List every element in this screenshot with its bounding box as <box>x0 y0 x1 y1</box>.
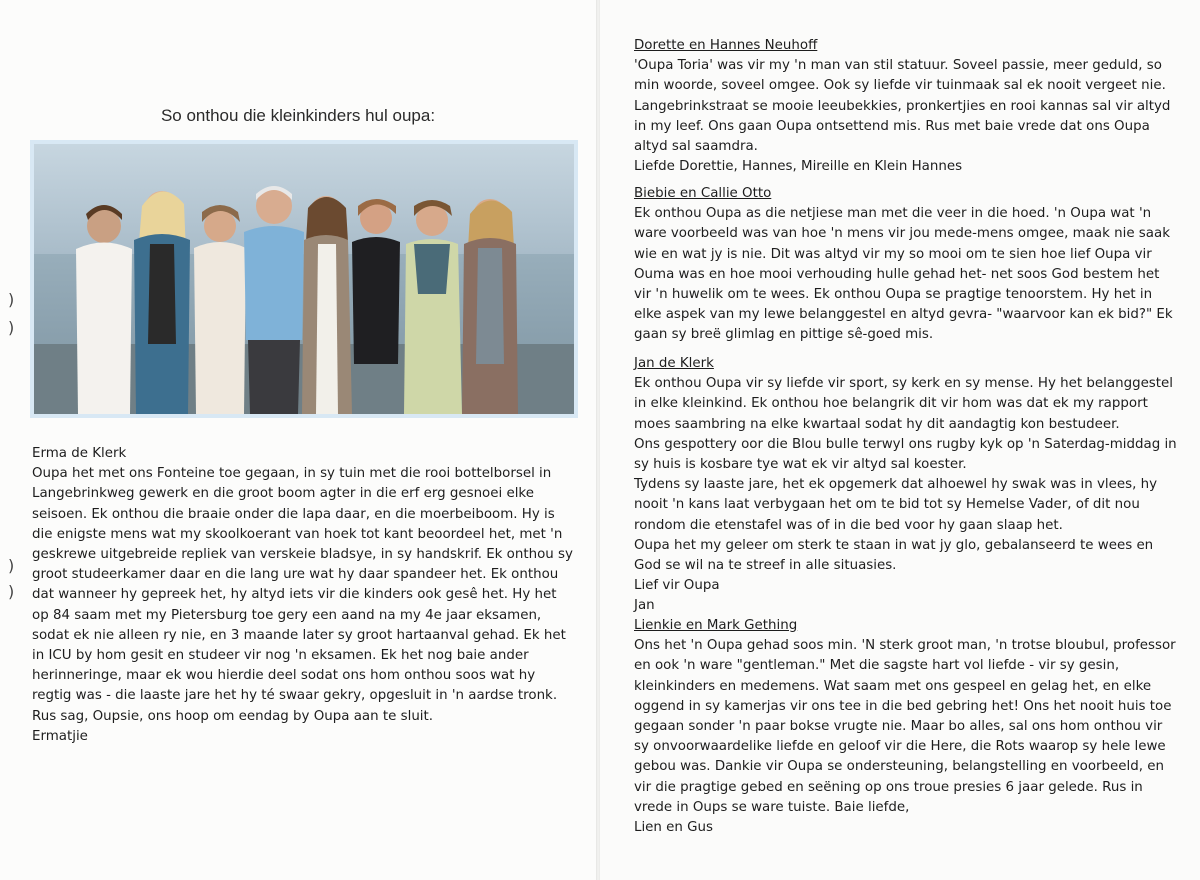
tribute-body: 'Oupa Toria' was vir my 'n man van stil statuur. Soveel passie, meer geduld, so min woorde, soveel omgee. Ook sy liefde vir tuinmaak sal ek nooit vergeet nie. Langebrinkstraat se mooie leeubekkies, pronkertjies en rooi kannas sal vir altyd in my leef. Ons gaan Oupa ontsettend mis. Rus met baie vrede dat ons Oupa altyd sal saamdra. <box>634 58 1171 155</box>
tribute-title: Lienkie en Mark Gething <box>634 618 798 633</box>
tribute-signoff: Lien en Gus <box>634 820 713 836</box>
tribute-signature: Jan <box>634 598 655 614</box>
tribute-title: Erma de Klerk <box>32 446 127 461</box>
tribute-signoff: Ermatjie <box>32 728 88 744</box>
tribute-jan <box>634 354 1179 617</box>
tribute-erma <box>32 444 577 747</box>
tribute-body: Oupa het met ons Fonteine toe gegaan, in sy tuin met die rooi bottelborsel in Langebrinkweg gewerk en die groot boom agter in die erf erg gesnoei elke seisoen. Ek onthou die braaie onder die lapa daar, en die moerbeiboom. Hy is die enigste mens wat my skoolkoerant van hoek tot kant beoordeel het, met 'n geskrewe uitgebreide repliek van verskeie bladsye, in sy handskrif. Ek onthou sy groot studeerkamer daar en die lang ure wat hy daar spandeer het. Ek onthou dat wanneer hy gepreek het, hy altyd iets vir die kinders ook gesê het. Hy het op 84 saam met my Pietersburg toe gery een aand na my 4e jaar eksamen, sodat ek nie alleen ry nie, en 3 maande later sy groot hartaanval gehad. Ek het in ICU by hom gesit en studeer vir nog 'n eksamen. Ek het nog baie ander herinneringe, maar ek wou hierdie deel sodat ons hom onthou soos wat hy regtig was - die laaste jare het hy té swaar gekry, opgesluit in 'n aardse tronk. Rus sag, Oupsie, ons hoop om eendag by Oupa aan te sluit. <box>32 466 573 724</box>
tribute-title: Dorette en Hannes Neuhoff <box>634 38 818 53</box>
binding-mark: ) <box>8 318 15 337</box>
page-heading: So onthou die kleinkinders hul oupa: <box>160 106 436 125</box>
left-page <box>0 0 598 880</box>
tribute-biebie <box>634 184 1179 346</box>
binding-mark: ) <box>8 556 15 575</box>
tribute-signoff: Liefde Dorettie, Hannes, Mireille en Klein Hannes <box>634 159 963 175</box>
tribute-paragraph: Oupa het my geleer om sterk te staan in wat jy glo, gebalanseerd te wees en God se wil na te streef in alle situasies. <box>634 537 1154 574</box>
tribute-lienkie <box>634 616 1179 838</box>
family-photo-image <box>34 144 574 414</box>
tribute-paragraph: Ek onthou Oupa vir sy liefde vir sport, sy kerk en sy mense. Hy het belanggestel in elke kleinkind. Ek onthou hoe belangrik dit vir hom was dat ek my rapport moes saambring na elke kwartaal sodat hy dit aandagtig kon bestudeer. <box>634 376 1173 432</box>
family-photo <box>30 140 578 418</box>
tribute-dorette <box>634 36 1179 177</box>
tribute-body: Ons het 'n Oupa gehad soos min. 'N sterk groot man, 'n trotse bloubul, professor en ook 'n ware "gentleman." Met die sagste hart vol liefde - vir sy gesin, kleinkinders en medemens. Wat saam met ons gespeel en gelag het, en elke oggend in sy kamerjas vir ons tee in die bed gebring het! Ons het nooit huis toe gegaan sonder 'n paar bokse vrugte nie. Maar bo alles, sal ons hom onthou vir sy onvoorwaardelike liefde en geloof vir die Here, die Rots waarop sy hele lewe gebou was. Dankie vir Oupa se ondersteuning, belangstelling en voorbeeld, en vir die pragtige gebed en seëning op ons troue presies 6 jaar gelede. Rus in vrede in Oups se ware tuiste. Baie liefde, <box>634 638 1176 815</box>
tribute-title: Jan de Klerk <box>634 356 714 371</box>
tribute-paragraph: Ons gespottery oor die Blou bulle terwyl ons rugby kyk op 'n Saterdag-middag in sy huis is kosbare tye wat ek vir altyd sal koester. <box>634 436 1177 473</box>
binding-mark: ) <box>8 582 15 601</box>
tribute-body: Ek onthou Oupa as die netjiese man met die veer in die hoed. 'n Oupa wat 'n ware voorbeeld was van hoe 'n mens vir jou mede-mens omgee, maak nie saak wie en wat jy is nie. Dit was altyd vir my so mooi om te sien hoe lief Oupa vir Ouma was en hoe mooi verhouding hulle gehad het- net soos God bestem het vir 'n huwelik om te wees. Ek onthou Oupa se pragtige tenoorstem. Hy het in elke aspek van my lewe belanggestel en altyd gevra- "waarvoor kan ek bid?" Ek gaan sy breë glimlag en pittige sê-goed mis. <box>634 206 1173 343</box>
binding-mark: ) <box>8 290 15 309</box>
tribute-paragraph: Tydens sy laaste jare, het ek opgemerk dat alhoewel hy swak was in vlees, hy nooit 'n kans laat verbygaan het om te bid tot sy Hemelse Vader, of dit nou rondom die etenstafel was of in die bed voor hy gaan slaap het. <box>634 477 1157 533</box>
tribute-title: Biebie en Callie Otto <box>634 186 772 201</box>
tribute-signoff: Lief vir Oupa <box>634 578 720 594</box>
